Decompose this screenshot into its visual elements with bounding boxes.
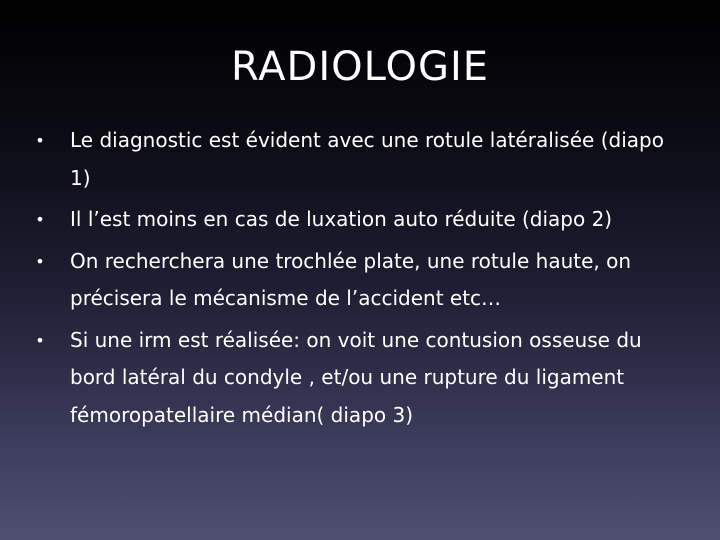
bullet-list (30, 122, 690, 438)
bullet-dot-icon: • (35, 330, 45, 350)
bullet-text: Il l’est moins en cas de luxation auto réduite (diapo 2) (70, 207, 613, 231)
bullet-item (30, 243, 690, 318)
bullet-text: Le diagnostic est évident avec une rotule latéralisée (diapo 1) (70, 128, 664, 190)
bullet-text: On recherchera une trochlée plate, une rotule haute, on précisera le mécanisme de l’accident etc… (70, 248, 632, 310)
bullet-dot-icon: • (35, 131, 45, 150)
bullet-item (30, 322, 690, 435)
bullet-text: Si une irm est réalisée: on voit une contusion osseuse du bord latéral du condyle , et/ou une rupture du ligament fémoropatellaire médian( diapo 3) (70, 327, 642, 427)
slide-title: RADIOLOGIE (230, 44, 490, 90)
bullet-dot-icon: • (35, 210, 45, 229)
bullet-dot-icon: • (35, 251, 45, 271)
bullet-item (30, 201, 690, 239)
bullet-item (30, 122, 690, 197)
